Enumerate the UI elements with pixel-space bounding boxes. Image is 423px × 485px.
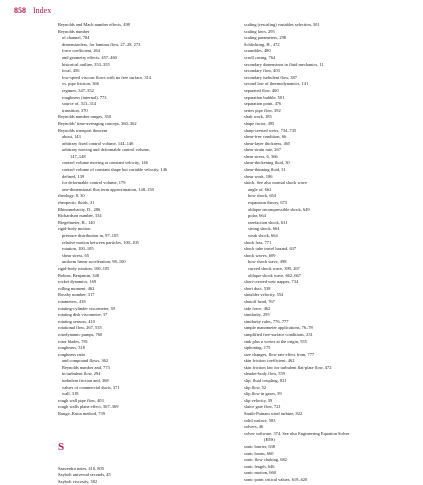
index-entry: historical outline, 353–355 bbox=[62, 61, 110, 67]
index-entry: shear strain rate, 267 bbox=[244, 147, 281, 153]
index-entry: expansion theory, 673 bbox=[248, 200, 288, 206]
index-entry: Reynolds number ranges, 350 bbox=[58, 114, 111, 120]
index-entry: 147–148 bbox=[70, 153, 86, 159]
index-entry: Runge–Kutta method, 739 bbox=[58, 411, 105, 417]
index-entry: shear-thinning fluid, 31 bbox=[244, 167, 286, 173]
index-entry: shock. See also normal shock wave bbox=[244, 180, 307, 186]
index-entry: uniform linear acceleration, 98–100 bbox=[62, 259, 126, 265]
index-entry: secondary flow, 403 bbox=[244, 68, 280, 74]
index-entry: sonic flow choking, 682 bbox=[244, 457, 287, 463]
index-entry: Saybolt viscosity, 382 bbox=[58, 478, 98, 484]
index-entry: relative motion between particles, 100–105 bbox=[62, 239, 139, 245]
index-entry: Reynolds’ time-averaging concept, 360–362 bbox=[58, 120, 137, 126]
index-entry: bow shock, 654 bbox=[248, 193, 276, 199]
index-entry: similarity rules, 776–777 bbox=[244, 318, 289, 324]
index-entry: and compound flows, 362 bbox=[62, 358, 109, 364]
index-entry: and geometry effects, 457–460 bbox=[62, 54, 117, 60]
index-column-right bbox=[244, 22, 419, 484]
index-entry: defined, 139 bbox=[62, 173, 85, 179]
index-entry: pressure distribution in, 97–105 bbox=[62, 233, 119, 238]
index-entry: secondary dimensions in fluid mechanics, 11 bbox=[244, 61, 324, 67]
index-entry: arbitrary moving and deformable control volume, bbox=[62, 147, 150, 153]
index-entry: control volume of constant shape but variable velocity, 146 bbox=[62, 167, 168, 173]
index-entry: rotating disk viscometer, 37 bbox=[58, 312, 108, 318]
index-entry: separation bubble, 501 bbox=[244, 94, 285, 100]
index-entry: Rossby number, 317 bbox=[58, 292, 95, 298]
index-entry: Rhinomebacity, D., 286 bbox=[58, 206, 101, 212]
index-entry: control volume moving at constant velocity, 146 bbox=[62, 160, 148, 166]
index-list-r bbox=[58, 22, 238, 418]
index-entry: arbitrary fixed control volume, 144–146 bbox=[62, 140, 134, 146]
index-entry: shear-layer thickness, 465 bbox=[244, 140, 291, 146]
index-entry: Saybolt universal seconds, 45 bbox=[58, 472, 111, 478]
index-entry: second law of thermodynamics, 141 bbox=[244, 81, 309, 87]
index-entry: skin friction coefficient, 462 bbox=[244, 358, 295, 364]
index-entry: solvers, 46 bbox=[244, 424, 264, 430]
index-entry: transition, 370 bbox=[62, 107, 88, 113]
index-entry: dimensionless, for laminar flow, 27–28, 273 bbox=[62, 41, 141, 47]
page-header bbox=[14, 6, 51, 15]
index-entry: sonic barrier, 638 bbox=[244, 444, 275, 449]
index-entry: shear-free condition, 66 bbox=[244, 134, 287, 140]
index-entry: series pipe flow, 392 bbox=[244, 107, 281, 113]
index-entry: Reynolds transport theorem bbox=[58, 127, 108, 133]
index-entry: side force, 462 bbox=[244, 305, 271, 311]
index-entry: bow shock wave, 498 bbox=[248, 259, 287, 265]
index-entry: strong shock, 664 bbox=[248, 226, 280, 232]
index-entry: about, 143 bbox=[62, 134, 81, 140]
index-entry: rough wall pipe flow, 403 bbox=[58, 397, 104, 403]
index-entry: secondary turbulent flow, 387 bbox=[244, 74, 297, 80]
index-entry: Reynolds number bbox=[58, 28, 90, 34]
index-entry: roughness (internal), 773 bbox=[62, 94, 107, 100]
index-entry: scaling parameters, 298 bbox=[244, 35, 287, 41]
index-entry: vs. pipe friction, 366 bbox=[62, 81, 99, 87]
index-entry: rarefaction shock, 631 bbox=[248, 219, 288, 225]
index-entry: weak shock, 664 bbox=[248, 233, 278, 238]
index-list-right bbox=[244, 22, 419, 484]
index-entry: scrambles, 480 bbox=[244, 48, 271, 54]
index-entry: sink plus a vortex at the origin, 555 bbox=[244, 338, 307, 344]
index-entry: oblique shock wave, 662–667 bbox=[248, 272, 301, 278]
index-entry: shear stress, 6, 366 bbox=[244, 153, 278, 159]
index-entry: separated flow, 460 bbox=[244, 87, 279, 93]
index-entry: rheopectic fluids, 31 bbox=[58, 200, 95, 206]
index-entry: shoulder velocity, 554 bbox=[244, 292, 284, 298]
index-entry: rotameters, 418 bbox=[58, 298, 86, 304]
index-entry: (EES) bbox=[264, 437, 275, 443]
index-entry: shear stress, 65 bbox=[62, 252, 89, 258]
index-entry: shape factor, 495 bbox=[244, 120, 275, 126]
index-entry: for deformable control volume, 179 bbox=[62, 180, 126, 186]
index-entry: scaling (rescaling) variables selection, 301 bbox=[244, 22, 320, 27]
index-entry: one-dimensional flux term approximation, 148–150 bbox=[62, 186, 154, 192]
index-entry: solid surface, 583 bbox=[244, 417, 276, 423]
index-entry: rigid-body motion bbox=[58, 226, 91, 232]
index-entry: sonic length, 646 bbox=[244, 463, 275, 469]
index-entry: in turbulent flow, 294 bbox=[62, 371, 101, 377]
index-entry: slip flow, 52 bbox=[244, 384, 267, 390]
index-entry: Riegelmeier, R., 140 bbox=[58, 219, 95, 225]
index-entry: roughness ratio bbox=[58, 351, 86, 357]
index-entry: rotating-cylinder viscometer, 39 bbox=[58, 305, 115, 311]
index-entry: rolling moment, 462 bbox=[58, 285, 95, 291]
index-entry: slip flow in gases, 39 bbox=[244, 391, 282, 397]
index-entry: of channel, 704 bbox=[62, 35, 90, 41]
index-entry: sharp-crested weirs, 734–735 bbox=[244, 127, 297, 133]
index-entry: slender-body flow, 559 bbox=[244, 371, 285, 377]
index-entry: shock waves, 609 bbox=[244, 252, 276, 258]
index-column-left bbox=[58, 22, 238, 485]
index-entry: rheology, 8, 30 bbox=[58, 193, 85, 199]
index-entry: rotation, 100–105 bbox=[62, 246, 94, 252]
index-entry: rough walls plane effect, 367–369 bbox=[58, 404, 119, 410]
index-entry: scaling laws, 295 bbox=[244, 28, 275, 34]
index-entry: roughness, 318 bbox=[58, 345, 85, 351]
index-entry: rocket dynamics, 169 bbox=[58, 279, 97, 285]
index-entry: siphoning, 175 bbox=[244, 345, 271, 351]
index-entry: Smith-Putnam wind turbine, 822 bbox=[244, 411, 303, 417]
index-entry: sluice gate flow, 721 bbox=[244, 404, 281, 410]
index-entry: polar, 664 bbox=[248, 213, 266, 219]
index-entry: Reynolds and Mach number effects, 498 bbox=[58, 22, 130, 27]
index-entry: shutoff head, 767 bbox=[244, 298, 275, 304]
index-entry: scroll casing, 764 bbox=[244, 54, 276, 60]
index-entry: slip, fluid coupling, 821 bbox=[244, 378, 287, 384]
index-entry: rotodynamic pumps, 760 bbox=[58, 331, 103, 337]
index-entry: source of, 313–314 bbox=[62, 101, 97, 107]
index-entry: local, 456 bbox=[62, 68, 80, 74]
index-entry: short-crested weir nappes, 734 bbox=[244, 279, 299, 285]
index-entry: skin friction law for turbulent flat-plate flow, 472 bbox=[244, 364, 332, 370]
index-list-s bbox=[58, 466, 238, 485]
index-entry: shock tube travel hazard, 637 bbox=[244, 246, 297, 252]
index-entry: slip velocity, 39 bbox=[244, 397, 273, 403]
index-entry: curved shock wave, 399, 267 bbox=[248, 265, 300, 271]
index-entry: turbulent friction and, 368 bbox=[62, 378, 109, 384]
index-entry: sonic point critical values, 619–620 bbox=[244, 476, 308, 482]
index-entry: sonic boom, 660 bbox=[244, 450, 274, 456]
index-entry: shear work, 186 bbox=[244, 173, 273, 179]
index-entry: rotor blades, 781 bbox=[58, 338, 88, 344]
index-entry: regimes, 347–352 bbox=[62, 87, 94, 93]
page-title: Index bbox=[33, 6, 52, 15]
index-entry: values of commercial ducts, 371 bbox=[62, 384, 120, 390]
index-entry: shaft work, 185 bbox=[244, 114, 272, 120]
page-number: 858 bbox=[14, 6, 26, 15]
index-entry: Robins, Benjamin, 348 bbox=[58, 272, 99, 278]
index-entry: rotating sensors, 410 bbox=[58, 318, 95, 324]
index-entry: similarity, 295 bbox=[244, 312, 270, 318]
index-entry: simple manometer applications, 76–78 bbox=[244, 325, 313, 331]
section-letter-s: S bbox=[58, 440, 65, 453]
index-entry: shear-thickening fluid, 30 bbox=[244, 160, 290, 166]
index-entry: shock loss, 771 bbox=[244, 239, 272, 245]
index-entry: size changes, flow rate effect from, 777 bbox=[244, 351, 315, 357]
index-entry: short duct, 538 bbox=[244, 285, 271, 291]
index-entry: oblique incompressible shock, 649 bbox=[248, 206, 310, 212]
index-entry: Saaverdra notes, 410, 805 bbox=[58, 465, 104, 471]
index-entry: rigid-body rotation, 100–105 bbox=[58, 265, 110, 271]
index-entry: wall, 318 bbox=[62, 391, 79, 397]
index-entry: rotational flow, 267, 535 bbox=[58, 325, 102, 331]
index-entry: solver software, 374. See also Engineering Equation Solver bbox=[244, 430, 350, 436]
index-entry: angle of, 662 bbox=[248, 186, 272, 192]
index-entry: simplified free-surface conditions, 231 bbox=[244, 331, 313, 337]
index-entry: low-speed viscous flows with no free surface, 314 bbox=[62, 74, 151, 80]
index-entry: sonic motion, 660 bbox=[244, 470, 276, 476]
index-entry: force coefficient, 264 bbox=[62, 48, 100, 54]
index-entry: separation point, 476 bbox=[244, 101, 282, 107]
index-entry: Reynolds number and, 773 bbox=[62, 364, 110, 370]
index-entry: Schlichting, H., 472 bbox=[244, 41, 280, 47]
index-entry: Richardson number, 334 bbox=[58, 213, 102, 219]
